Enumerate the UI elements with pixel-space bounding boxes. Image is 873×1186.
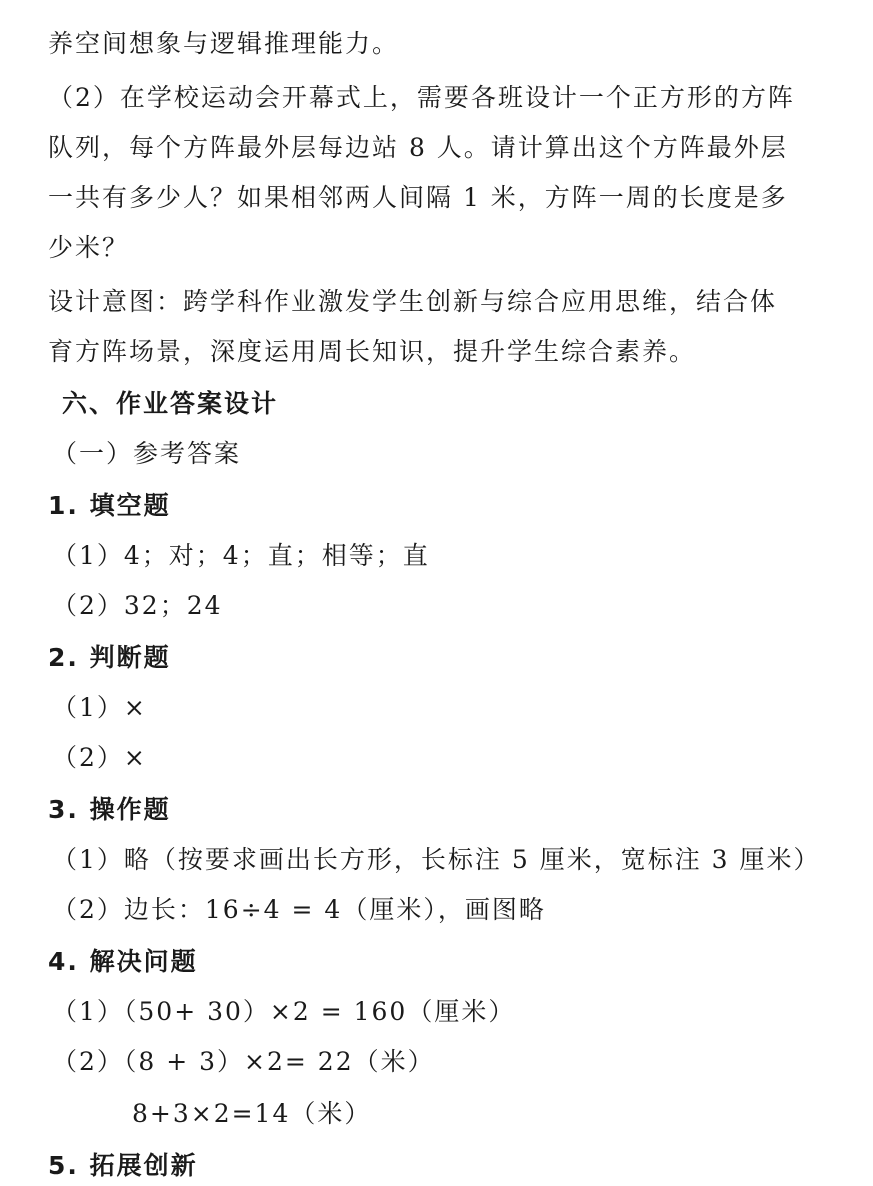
judgement-answer-1: （1）× — [52, 693, 147, 722]
judgement-answer-2: （2）× — [52, 743, 147, 772]
question-2-line-3: 一共有多少人？如果相邻两人间隔 1 米，方阵一周的长度是多 — [48, 183, 788, 212]
design-intent-line-1: 设计意图：跨学科作业激发学生创新与综合应用思维，结合体 — [48, 287, 778, 316]
problem-solving-heading: 4. 解决问题 — [48, 947, 198, 976]
design-intent-line-2: 育方阵场景，深度运用周长知识，提升学生综合素养。 — [48, 337, 697, 366]
problem-solving-answer-2-step: 8+3×2=14（米） — [132, 1099, 372, 1128]
section-title: 六、作业答案设计 — [62, 389, 279, 418]
intro-line-1: 养空间想象与逻辑推理能力。 — [48, 29, 400, 58]
problem-solving-answer-1: （1）（50+ 30）×2 = 160（厘米） — [52, 997, 516, 1026]
operation-answer-2: （2）边长：16÷4 = 4（厘米），画图略 — [52, 895, 546, 924]
question-2-line-1: （2）在学校运动会开幕式上，需要各班设计一个正方形的方阵 — [48, 83, 795, 112]
judgement-heading: 2. 判断题 — [48, 643, 171, 672]
question-2-line-4: 少米？ — [48, 233, 130, 262]
operation-answer-1: （1）略（按要求画出长方形，长标注 5 厘米，宽标注 3 厘米） — [52, 845, 821, 874]
section-subtitle: （一）参考答案 — [52, 439, 242, 468]
fill-blank-answer-2: （2）32；24 — [52, 591, 223, 620]
fill-blank-heading: 1. 填空题 — [48, 491, 171, 520]
operation-heading: 3. 操作题 — [48, 795, 171, 824]
question-2-line-2: 队列，每个方阵最外层每边站 8 人。请计算出这个方阵最外层 — [48, 133, 788, 162]
fill-blank-answer-1: （1）4；对；4；直；相等；直 — [52, 541, 430, 570]
problem-solving-answer-2: （2）（8 + 3）×2= 22（米） — [52, 1047, 435, 1076]
extension-heading: 5. 拓展创新 — [48, 1151, 198, 1180]
